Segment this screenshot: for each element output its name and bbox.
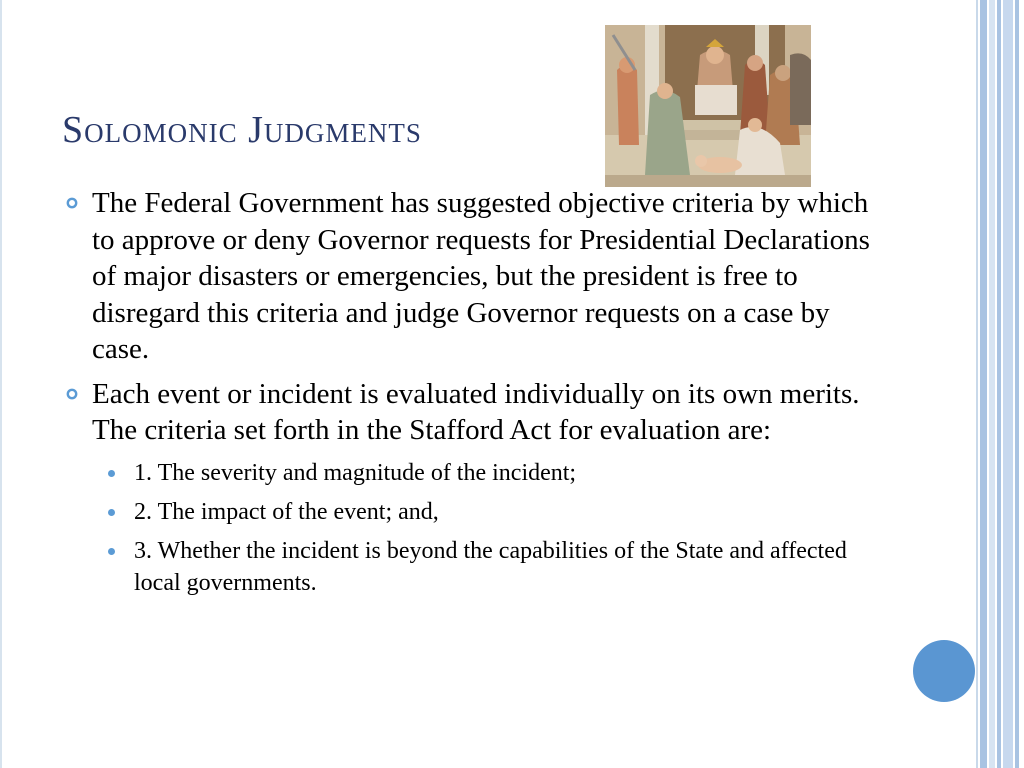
- sub-bullet-item: [62, 535, 892, 599]
- dot-bullet-icon: [108, 509, 115, 516]
- dot-bullet-icon: [108, 470, 115, 477]
- ring-bullet-icon: [66, 197, 78, 209]
- sub-bullet-item: [62, 457, 892, 489]
- sub-bullet-text: 2. The impact of the event; and,: [134, 498, 439, 525]
- dot-bullet-icon: [108, 548, 115, 555]
- slide-content: [62, 185, 892, 606]
- decorative-circle: [913, 640, 975, 702]
- painting-illustration: [605, 25, 811, 187]
- stripe: [989, 0, 995, 768]
- bullet-text: The Federal Government has suggested objective criteria by which to approve or deny Governor requests for Presidential Declarations of major disasters or emergencies, but the president is free to disregard this criteria and judge Governor requests on a case by case.: [92, 187, 870, 365]
- ring-bullet-icon: [66, 388, 78, 400]
- sub-bullet-item: [62, 496, 892, 528]
- bullet-text: Each event or incident is evaluated individually on its own merits. The criteria set forth in the Stafford Act for evaluation are:: [92, 377, 860, 446]
- stripe: [1015, 0, 1019, 768]
- bullet-item: [62, 376, 892, 449]
- bullet-item: [62, 185, 892, 368]
- sub-bullet-text: 3. Whether the incident is beyond the capabilities of the State and affected local governments.: [134, 537, 847, 596]
- left-edge-line: [0, 0, 10, 768]
- stripe: [1003, 0, 1013, 768]
- stripe: [980, 0, 987, 768]
- judgment-of-solomon-image: [605, 25, 811, 187]
- stripe: [976, 0, 978, 768]
- slide-title: Solomonic Judgments: [62, 109, 422, 151]
- sub-bullet-text: 1. The severity and magnitude of the incident;: [134, 459, 577, 486]
- right-stripes-decoration: [976, 0, 1024, 768]
- stripe: [997, 0, 1001, 768]
